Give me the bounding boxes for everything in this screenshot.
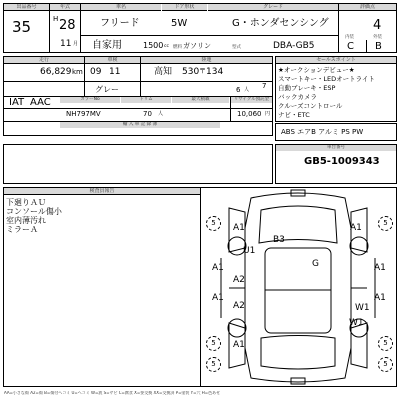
doors-label: ドア形状 [162,4,207,11]
fuel-label: 燃料 [173,45,182,50]
tire-depth-indicator: 5 [378,357,393,372]
seats: 6 [236,86,241,94]
record-label: 輸 入 車 記 録 簿 [60,122,220,128]
lot-number: 35 [12,18,32,36]
trim-code: 70 [143,110,152,118]
color: グレー [95,85,119,94]
sales-point-item: ★オークションデビュー★ [278,66,355,74]
damage-mark: A1 [212,263,224,273]
tire-depth-indicator: 5 [206,216,221,231]
damage-mark: A1 [233,340,245,350]
model-code: DBA-GB5 [273,41,315,51]
shaken-label: 車検 [85,57,140,64]
displacement: 1500 [143,41,164,50]
damage-mark: W1 [349,318,364,328]
color-code: NH797MV [66,110,101,118]
score-label: 評価点 [339,4,396,11]
model-code-label: 型式 [232,45,241,50]
air-conditioner: AAC [30,97,51,108]
damage-legend: AA=小さな傷 A2=傷 B=傷付ヘコミ U=ヘコミ W=波 S=サビ C=腐食 X=要交換 XX=交換済 P=塗装 Y=穴 H=色あせ [4,391,221,395]
recycle-label: リサイクル預託金 [231,97,272,103]
car-damage-diagram [201,188,396,386]
exterior-grade: B [375,41,382,52]
exterior-label: 外装 [373,35,382,40]
month-suffix: 月 [73,41,79,47]
chassis-label: 車台番号 [276,145,396,151]
car-model: フリード [100,18,140,29]
damage-mark: B3 [273,235,285,245]
sales-point-item: クルーズコントロール [278,102,343,110]
inspector-note: ミラーＡ [6,225,38,234]
damage-mark: A1 [374,263,386,273]
sales-point-item: スマートキー・LEDオートライト [278,75,375,83]
usage: 自家用 [92,40,122,51]
shaken-month: 11 [109,67,121,77]
sales-point-item: 自動ブレーキ・ESP [278,84,336,92]
inspector-note: コンソール傷小 [6,207,62,216]
inspector-label: 検査員報告 [4,188,200,195]
plate-number: 134 [206,67,224,77]
damage-mark: A2 [233,301,245,311]
inspector-note: 室内薄汚れ [6,216,46,225]
seats-unit: 人 [244,87,250,93]
damage-mark: A1 [350,223,362,233]
mileage: 66,829 [40,67,72,77]
door-type: 5W [171,18,188,29]
damage-mark: A1 [233,223,245,233]
interior-label: 内装 [345,35,354,40]
damage-mark: G [312,259,319,269]
fuel: ガソリン [183,42,211,50]
postal-mark: 〒 [199,67,206,75]
damage-mark: W1 [355,303,370,313]
cc-unit: cc [164,44,169,49]
notes-area [3,144,273,184]
year-label: 年式 [50,4,80,11]
sales-point-item: ナビ・ETC [278,111,310,119]
score: 4 [373,18,382,33]
sales-points-label: セールスポイント [276,57,396,64]
tag-number: 7 [262,82,267,90]
damage-mark: A2 [233,275,245,285]
postal-code: 530 [182,67,200,77]
sales-points-list [278,66,396,120]
damage-mark: U1 [243,246,256,256]
tire-depth-indicator: 5 [206,357,221,372]
color-code-label: カラーNo [60,97,120,103]
shaken-year: 09 [90,67,102,77]
damage-mark: A1 [374,293,386,303]
recycle-fee: 10,060 [237,110,262,118]
grade: G・ホンダセンシング [232,18,329,29]
interior-grade: C [347,41,354,52]
inspector-notes [6,198,62,234]
km-unit: km [72,68,83,76]
tire-depth-indicator: 5 [378,336,393,351]
grade-label: グレード [208,4,338,11]
lot-label: 出品番号 [4,4,49,11]
trim-label: トリム [121,97,171,103]
mileage-label: 走行 [4,57,84,64]
model-month: 11 [60,39,72,49]
year-era: H [53,15,59,23]
tire-depth-indicator: 5 [206,336,221,351]
inspection-office: 高知 [154,67,173,77]
chassis-number: GB5-1009343 [304,156,380,167]
model-label: 車名 [81,4,161,11]
sales-point-item: バックカメラ [278,93,317,101]
tire-depth-indicator: 5 [378,216,393,231]
model-year: 28 [59,18,76,33]
recycle-unit: 円 [265,111,271,117]
damage-mark: A1 [212,293,224,303]
transmission: IAT [9,97,25,108]
inspector-note: 下廻りＡＵ [6,198,46,207]
equipment-list: ABS エアB アルミ PS PW [281,128,364,136]
load-label: 最大積載 [172,97,229,103]
inspection-label: 陸運 [141,57,272,64]
trim-suffix: 人 [158,111,164,117]
